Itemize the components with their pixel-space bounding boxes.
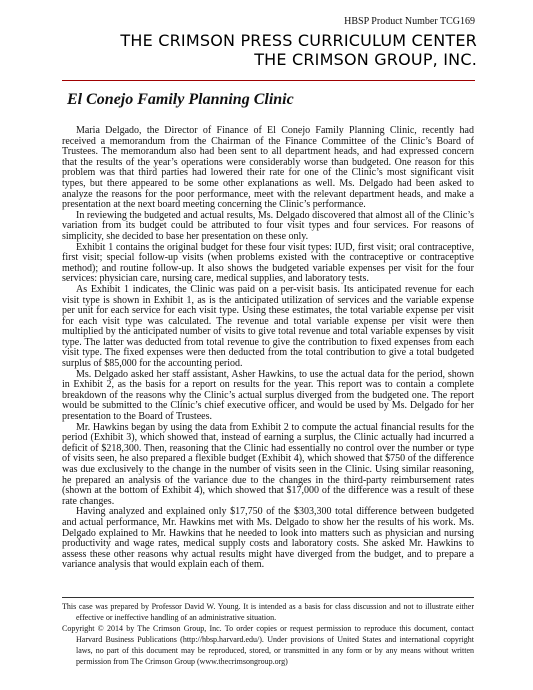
paragraph-2: In reviewing the budgeted and actual results, Ms. Delgado discovered that almost all of the Clinic’s variation from its budget could be attributed to four visit types and four services. For reasons of simplicity, she decided to base her presentation on these only. bbox=[62, 209, 474, 242]
publisher-name: THE CRIMSON PRESS CURRICULUM CENTER bbox=[120, 31, 477, 50]
paragraph-7: Having analyzed and explained only $17,750 of the $303,300 total difference between budgeted and actual performance, Mr. Hawkins met with Ms. Delgado to show her the results of his work. Ms. Delgado explained to Mr. Hawkins that he needed to look into matters such as physician and nursing productivity and wage rates, medical supply costs and laboratory costs. She asked Mr. Hawkins to assess these other reasons why actual results might have diverged from the budget, and to prepare a variance analysis that would explain each of them. bbox=[62, 506, 474, 571]
paragraph-3: Exhibit 1 contains the original budget for these four visit types: IUD, first visit; oral contraceptive, first visit; special follow-up visits (when problems existed with the contraceptive or contraceptive method); and routine follow-up. It also shows the budgeted variable expenses per visit for the four services: physician care, nursing care, medical supplies, and laboratory tests. bbox=[62, 241, 474, 285]
case-title: El Conejo Family Planning Clinic bbox=[67, 91, 294, 108]
paragraph-5: Ms. Delgado asked her staff assistant, Asher Hawkins, to use the actual data for the period, shown in Exhibit 2, as the basis for a report on results for the year. This report was to contain a complete breakdown of the reasons why the Clinic’s actual surplus diverged from the budgeted one. The report would be submitted to the Clinic’s chief executive officer, and would be used by Ms. Delgado for her presentation to the Board of Trustees. bbox=[62, 368, 474, 423]
footer-divider bbox=[62, 597, 474, 598]
paragraph-4: As Exhibit 1 indicates, the Clinic was paid on a per-visit basis. Its anticipated revenue for each visit type is shown in Exhibit 1, as is the anticipated utilization of services and the variable expense per unit for each service for each visit type. Using these estimates, the total variable expense per visit for each visit type was calculated. The revenue and total variable expense per visit were then multiplied by the anticipated number of visits to give total revenue and total variable expenses by visit type. The latter was deducted from total revenue to give the contribution to fixed expenses from each visit type. The fixed expenses were then deducted from the total contribution to give a total budgeted surplus of $85,000 for the accounting period. bbox=[62, 283, 474, 370]
header-divider bbox=[62, 80, 475, 81]
publisher-group: THE CRIMSON GROUP, INC. bbox=[254, 50, 477, 69]
case-body bbox=[62, 126, 474, 571]
footer-note: This case was prepared by Professor David W. Young. It is intended as a basis for class discussion and not to illustrate either effective or ineffective handling of an administrative situation. bbox=[62, 602, 474, 622]
paragraph-6: Mr. Hawkins began by using the data from Exhibit 2 to compute the actual financial results for the period (Exhibit 3), which showed that, instead of earning a surplus, the Clinic actually had incurred a deficit of $218,300. Then, reasoning that the Clinic had essentially no control over the number or type of visits seen, he also prepared a flexible budget (Exhibit 4), which showed that $750 of the difference was due exclusively to the change in the number of visits seen in the Clinic. Using similar reasoning, he prepared an analysis of the variance due to the changes in the third-party reimbursement rates (shown at the bottom of Exhibit 4), which showed that $17,000 of the difference was a result of these rate changes. bbox=[62, 421, 474, 507]
footer-copyright: Copyright © 2014 by The Crimson Group, Inc. To order copies or request permission to reproduce this document, contact Harvard Business Publications (http://hbsp.harvard.edu/). Under provisions of United States and international copyright laws, no part of this document may be reproduced, stored, or transmitted in any form or by any means without written permission from The Crimson Group (www.thecrimsongroup.org) bbox=[62, 624, 474, 666]
footer bbox=[62, 601, 474, 667]
paragraph-1: Maria Delgado, the Director of Finance of El Conejo Family Planning Clinic, recently had received a memorandum from the Chairman of the Finance Committee of the Clinic’s Board of Trustees. The memorandum also had been sent to all department heads, and had expressed concern that the results of the year’s operations were considerably worse than budgeted. One reason for this problem was that third parties had lowered their rate for one of the Clinic’s most significant visit types, but there appeared to be some other explanations as well. Ms. Delgado had been asked to analyze the reasons for the poor performance, meet with the relevant department heads, and make a presentation at the next board meeting concerning the Clinic’s performance. bbox=[62, 125, 474, 211]
product-number: HBSP Product Number TCG169 bbox=[344, 16, 475, 27]
